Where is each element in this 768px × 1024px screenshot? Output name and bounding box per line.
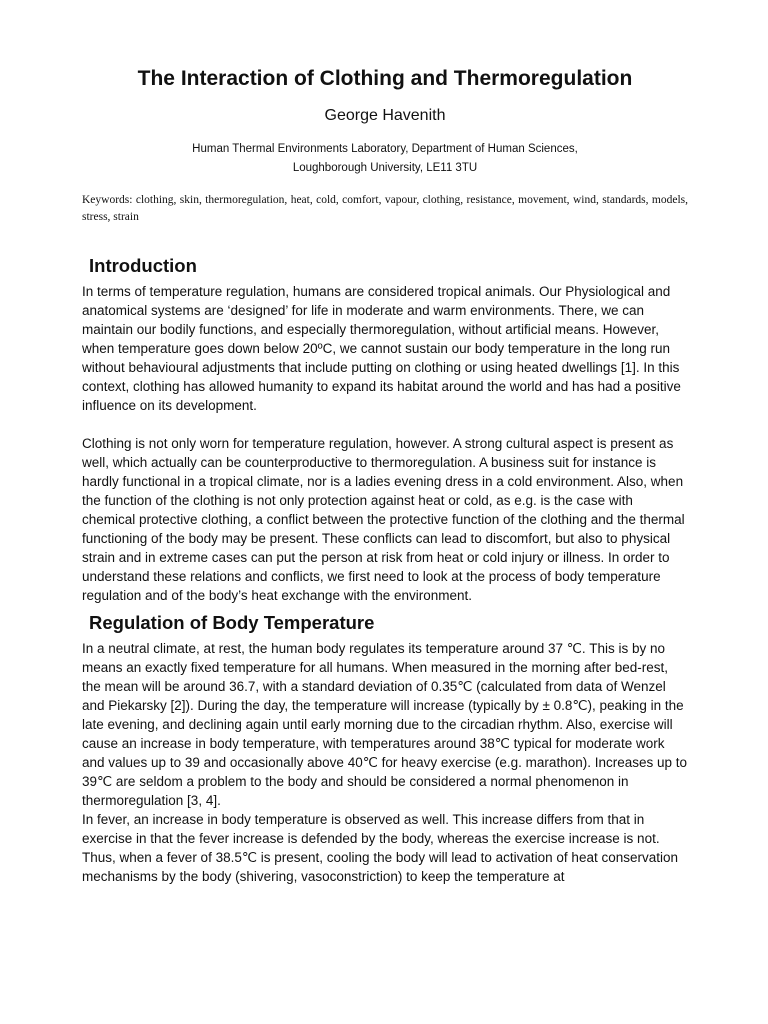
author-name: George Havenith: [324, 107, 446, 124]
keywords: Keywords: clothing, skin, thermoregulation, heat, cold, comfort, vapour, clothing, resistance, movement, wind, standards, models, stress, strain: [82, 194, 688, 223]
paragraph: In terms of temperature regulation, humans are considered tropical animals. Our Physiological and anatomical systems are ‘designed’ for life in moderate and warm environments. There, we can maintain our bodily functions, and especially thermoregulation, without artificial means. However, when temperature goes down below 20ºC, we cannot sustain our body temperature in the long run without behavioural adjustments that include putting on clothing or using heated dwellings [1]. In this context, clothing has allowed humanity to expand its habitat around the world and has had a positive influence on its development.: [82, 284, 681, 413]
paper-title: The Interaction of Clothing and Thermoregulation: [137, 67, 633, 90]
paragraph: Clothing is not only worn for temperature regulation, however. A strong cultural aspect is present as well, which actually can be counterproductive to thermoregulation. A business suit for instance is hardly functional in a tropical climate, nor is a ladies evening dress in a cold environment. Also, when the function of the clothing is not only protection against heat or cold, as e.g. is the case with chemical protective clothing, a conflict between the protective function of the clothing and the thermal functioning of the body may be present. These conflicts can lead to discomfort, but also to physical strain and in extreme cases can put the person at risk from heat or cold injury or illness. In order to understand these relations and conflicts, we first need to look at the process of body temperature regulation and of the body’s heat exchange with the environment.: [82, 436, 685, 603]
affiliation-line-2: Loughborough University, LE11 3TU: [292, 162, 478, 174]
affiliation: [82, 140, 688, 178]
paragraph: In fever, an increase in body temperature is observed as well. This increase differs from that in exercise in that the fever increase is defended by the body, whereas the exercise increase is not. Thus, when a fever of 38.5℃ is present, cooling the body will lead to activation of heat conservation mechanisms by the body (shivering, vasoconstriction) to keep the temperature at: [82, 812, 679, 884]
section-heading-introduction: Introduction: [89, 255, 197, 276]
affiliation-line-1: Human Thermal Environments Laboratory, Department of Human Sciences,: [192, 143, 578, 155]
paragraph: In a neutral climate, at rest, the human body regulates its temperature around 37 ℃. This is by no means an exactly fixed temperature for all humans. When measured in the morning after bed-rest, the mean will be around 36.7, with a standard deviation of 0.35℃ (calculated from data of Wenzel and Piekarsky [2]). During the day, the temperature will increase (typically by ± 0.8℃), peaking in the late evening, and declining again until early morning due to the circadian rhythm. Also, exercise will cause an increase in body temperature, with temperatures around 38℃ typical for moderate work and values up to 39 and occasionally above 40℃ for heavy exercise (e.g. marathon). Increases up to 39℃ are seldom a problem to the body and should be considered a normal phenomenon in thermoregulation [3, 4].: [82, 641, 688, 808]
section-heading-regulation: Regulation of Body Temperature: [89, 612, 375, 633]
